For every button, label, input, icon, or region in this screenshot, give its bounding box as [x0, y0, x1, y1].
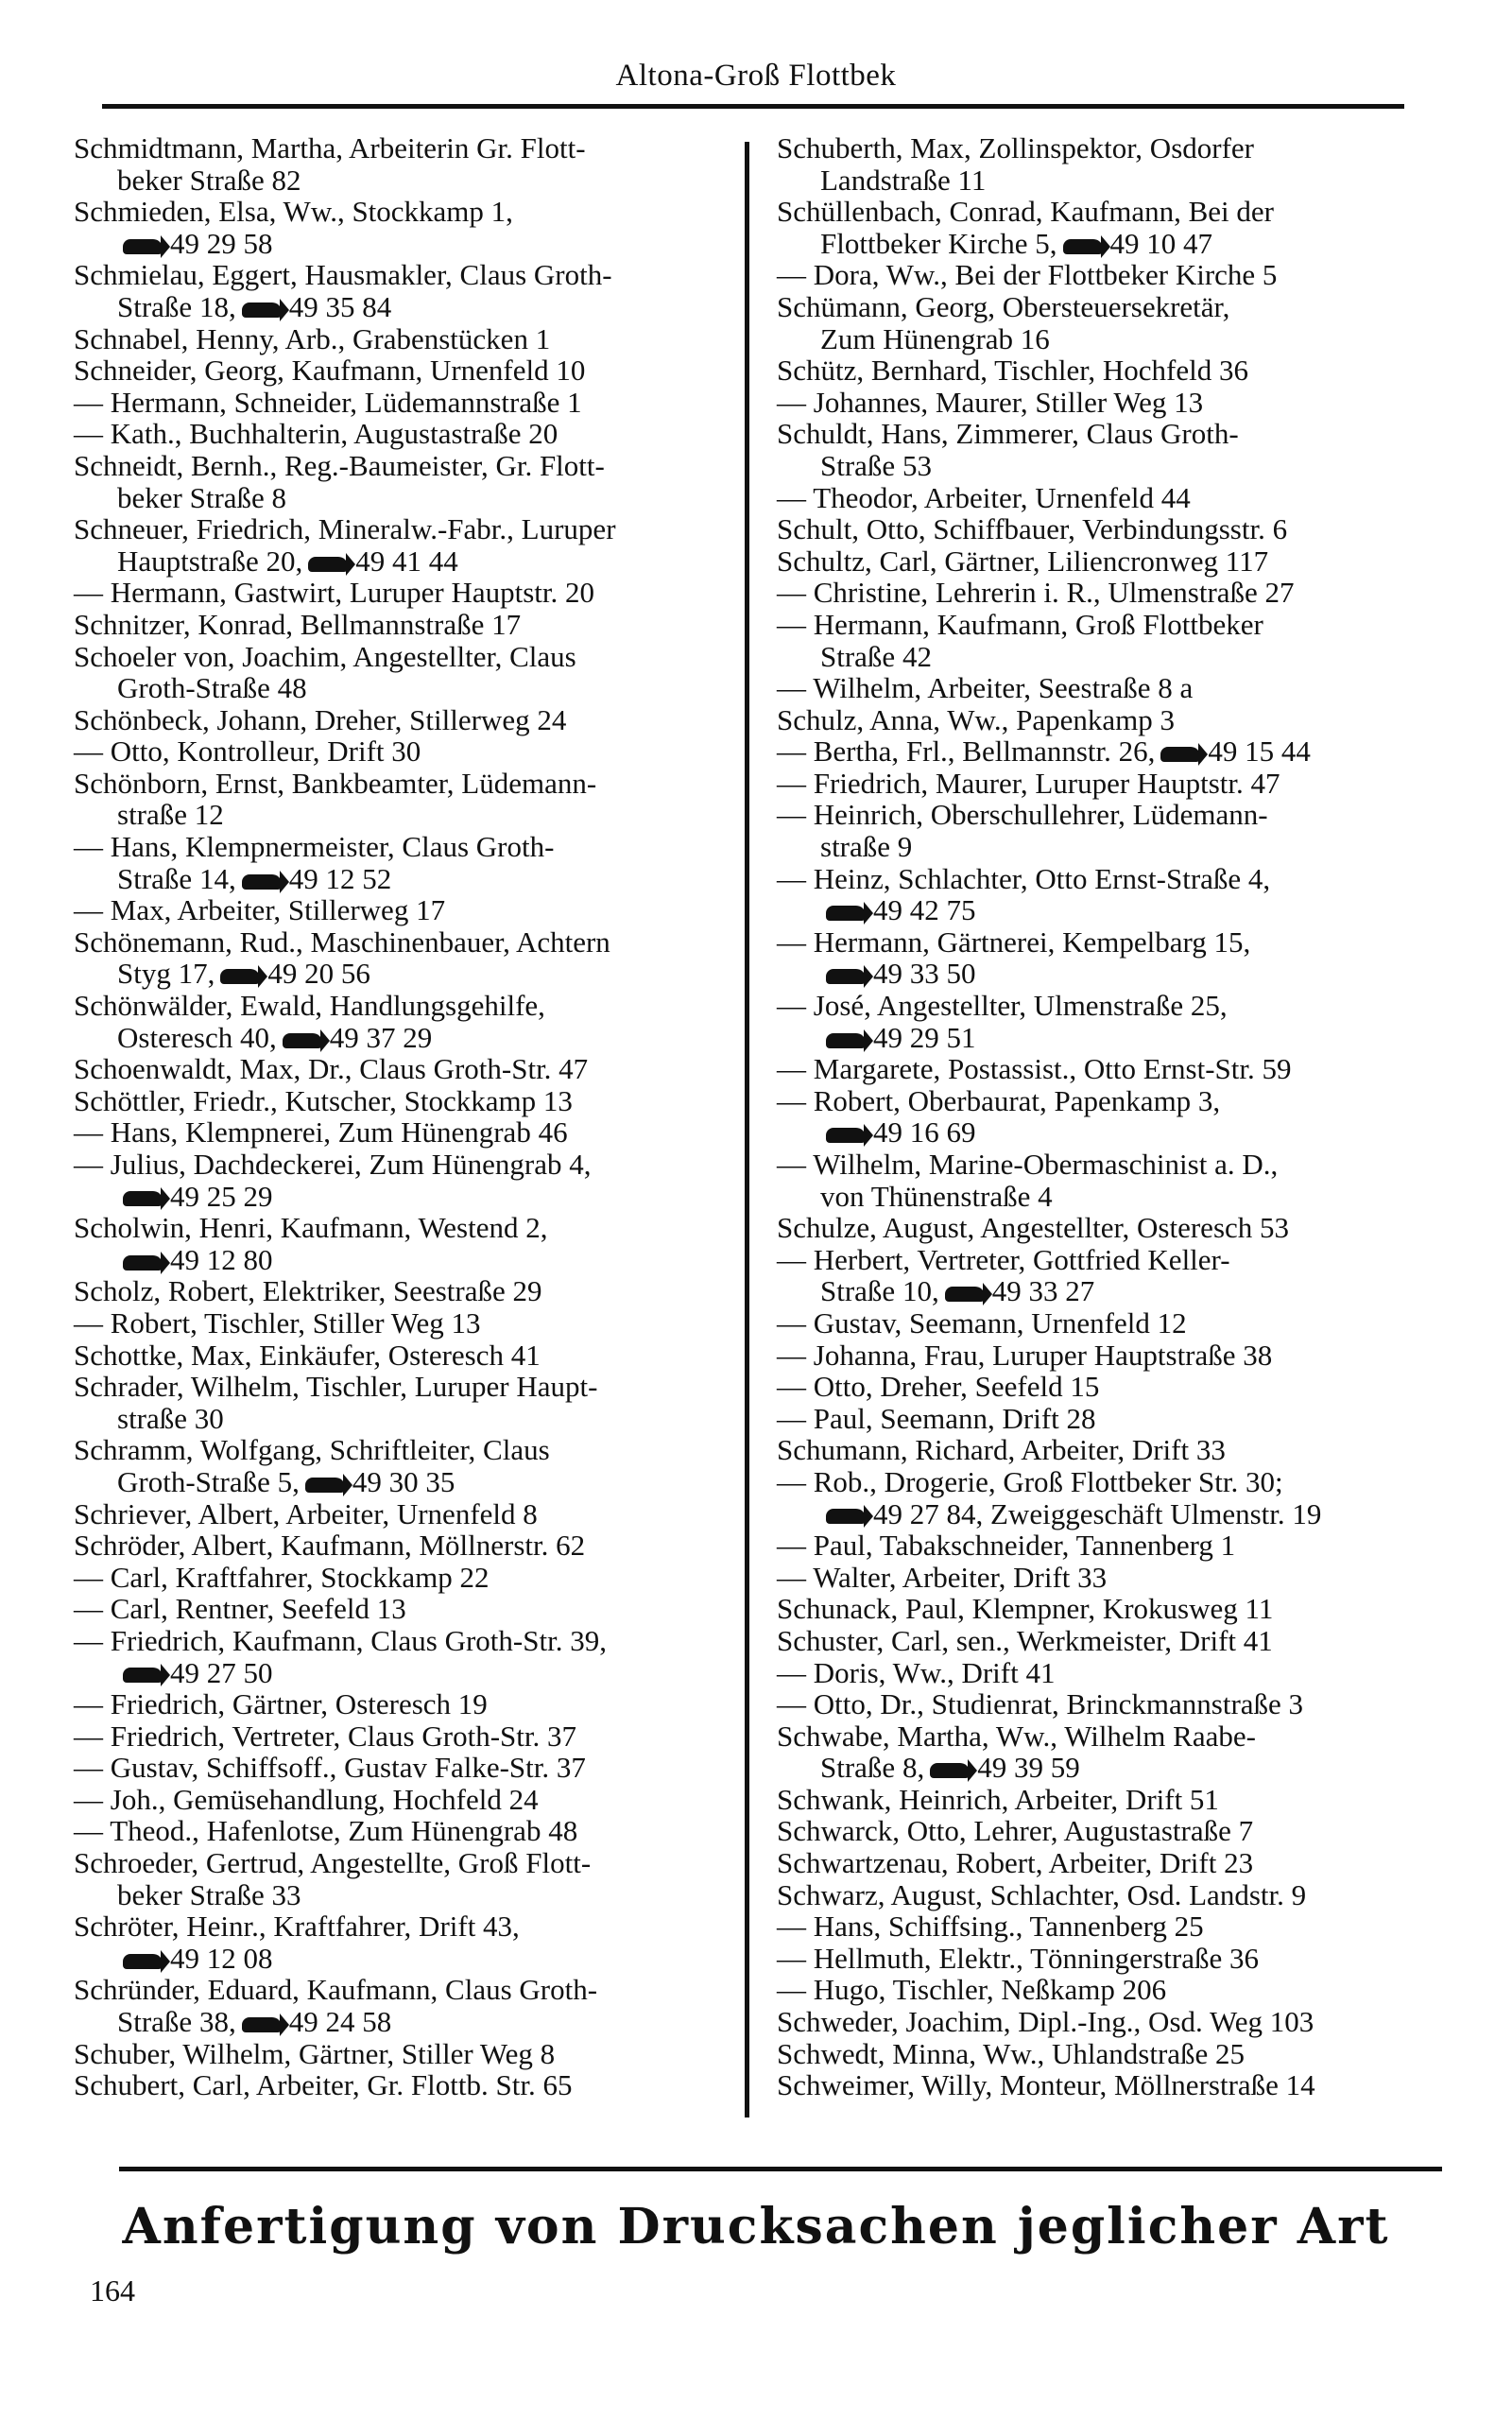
directory-line — [74, 958, 740, 990]
right-directory-column — [777, 132, 1457, 2101]
directory-line — [777, 2006, 1457, 2038]
entry-text: — Hans, Schiffsing., Tannenberg 25 — [777, 1910, 1204, 1944]
directory-line — [777, 1466, 1457, 1498]
directory-line — [777, 1275, 1457, 1307]
directory-line — [777, 1974, 1457, 2006]
directory-line — [777, 387, 1457, 419]
entry-text: Schuldt, Hans, Zimmerer, Claus Groth- — [777, 417, 1239, 451]
telephone-icon — [123, 1668, 163, 1683]
entry-text: — Hellmuth, Elektr., Tönningerstraße 36 — [777, 1941, 1259, 1975]
telephone-icon — [305, 1478, 345, 1493]
entry-text: — Paul, Tabakschneider, Tannenberg 1 — [777, 1529, 1236, 1563]
directory-line — [74, 1434, 740, 1466]
directory-line — [777, 863, 1457, 895]
entry-text: — Hermann, Gärtnerei, Kempelbarg 15, — [777, 925, 1251, 959]
entry-text: Schöttler, Friedr., Kutscher, Stockkamp 13 — [74, 1083, 573, 1117]
directory-line — [74, 323, 740, 355]
directory-line — [74, 1879, 740, 1911]
entry-text: — Wilhelm, Marine-Obermaschinist a. D., — [777, 1148, 1279, 1181]
directory-line — [777, 1022, 1457, 1054]
telephone-icon — [283, 1033, 322, 1048]
directory-line — [777, 609, 1457, 641]
entry-text: Schüllenbach, Conrad, Kaufmann, Bei der — [777, 195, 1274, 229]
entry-text: Schwabe, Martha, Ww., Wilhelm Raabe- — [777, 1719, 1256, 1753]
directory-line — [74, 1910, 740, 1943]
telephone-icon — [1160, 747, 1200, 762]
entry-text: — Friedrich, Maurer, Luruper Hauptstr. 47 — [777, 766, 1280, 800]
page-number: 164 — [90, 2273, 135, 2308]
directory-line — [74, 1530, 740, 1562]
entry-text: Schulze, August, Angestellter, Osteresch 53 — [777, 1211, 1290, 1245]
directory-line — [74, 1244, 740, 1276]
directory-line — [777, 1498, 1457, 1530]
directory-line — [74, 1340, 740, 1372]
directory-line — [74, 863, 740, 895]
telephone-icon — [1063, 239, 1103, 254]
entry-text: Straße 8, — [820, 1751, 925, 1785]
entry-text: Landstraße 11 — [820, 163, 987, 197]
directory-line — [777, 354, 1457, 387]
directory-line — [777, 1403, 1457, 1435]
entry-text: — Johannes, Maurer, Stiller Weg 13 — [777, 385, 1204, 419]
entry-text: — Kath., Buchhalterin, Augustastraße 20 — [74, 417, 558, 451]
telephone-icon — [242, 2017, 282, 2032]
directory-line — [777, 291, 1457, 323]
directory-line — [777, 1562, 1457, 1594]
directory-line — [777, 704, 1457, 736]
phone-number: 49 16 69 — [873, 1115, 976, 1150]
entry-text: von Thünenstraße 4 — [820, 1179, 1053, 1213]
entry-text: Schoenwaldt, Max, Dr., Claus Groth-Str. 47 — [74, 1052, 589, 1086]
entry-text: — Hermann, Schneider, Lüdemannstraße 1 — [74, 385, 582, 419]
left-directory-column — [74, 132, 740, 2101]
directory-line — [74, 1498, 740, 1530]
phone-number: 49 27 50 — [170, 1655, 273, 1689]
entry-text: — Dora, Ww., Bei der Flottbeker Kirche 5 — [777, 258, 1278, 292]
directory-line — [74, 418, 740, 450]
entry-text: — Gustav, Schiffsoff., Gustav Falke-Str. 37 — [74, 1751, 586, 1785]
entry-text: Schwarz, August, Schlachter, Osd. Landstr. 9 — [777, 1877, 1307, 1911]
directory-line — [777, 1371, 1457, 1403]
directory-line — [777, 1752, 1457, 1784]
directory-line — [74, 132, 740, 164]
entry-text: — Carl, Rentner, Seefeld 13 — [74, 1592, 406, 1626]
footer-rule — [119, 2167, 1442, 2171]
directory-line — [777, 577, 1457, 609]
entry-text: Straße 53 — [820, 448, 932, 482]
directory-line — [74, 577, 740, 609]
phone-number: 49 42 75 — [873, 893, 976, 927]
entry-text: Zum Hünengrab 16 — [820, 321, 1050, 355]
entry-text: Schmidtmann, Martha, Arbeiterin Gr. Flott- — [74, 131, 586, 164]
entry-text: — Otto, Kontrolleur, Drift 30 — [74, 735, 421, 769]
telephone-icon — [242, 874, 282, 890]
phone-number: 49 29 58 — [170, 226, 273, 260]
directory-line — [777, 1625, 1457, 1657]
directory-line — [777, 513, 1457, 545]
directory-line — [74, 1752, 740, 1784]
directory-line — [74, 1593, 740, 1625]
entry-text: — Rob., Drogerie, Groß Flottbeker Str. 30; — [777, 1464, 1283, 1498]
directory-line — [74, 1657, 740, 1689]
entry-text: — Theodor, Arbeiter, Urnenfeld 44 — [777, 480, 1191, 514]
entry-text: Scholz, Robert, Elektriker, Seestraße 29 — [74, 1274, 542, 1308]
directory-line — [74, 354, 740, 387]
entry-text: — Otto, Dr., Studienrat, Brinckmannstraße 3 — [777, 1687, 1304, 1721]
directory-line — [74, 2069, 740, 2101]
entry-text: Groth-Straße 5, — [117, 1464, 300, 1498]
telephone-icon — [123, 1954, 163, 1969]
directory-line — [74, 1688, 740, 1720]
entry-text: Straße 38, — [117, 2005, 236, 2039]
telephone-icon — [826, 1033, 866, 1048]
entry-text: — Max, Arbeiter, Stillerweg 17 — [74, 893, 446, 927]
entry-text: Schneuer, Friedrich, Mineralw.-Fabr., Luruper — [74, 512, 616, 546]
directory-line — [74, 799, 740, 831]
entry-text: beker Straße 8 — [117, 480, 287, 514]
directory-line — [777, 450, 1457, 482]
entry-text: Schweder, Joachim, Dipl.-Ing., Osd. Weg 103 — [777, 2005, 1314, 2039]
entry-text: — Paul, Seemann, Drift 28 — [777, 1401, 1096, 1435]
phone-number: 49 33 50 — [873, 957, 976, 991]
directory-line — [777, 1910, 1457, 1943]
entry-text: — Hugo, Tischler, Neßkamp 206 — [777, 1973, 1167, 2007]
directory-line — [777, 958, 1457, 990]
directory-line — [777, 132, 1457, 164]
phone-number: 49 10 47 — [1109, 226, 1213, 260]
telephone-icon — [826, 1128, 866, 1143]
phone-number: 49 30 35 — [352, 1464, 455, 1498]
entry-text: — Christine, Lehrerin i. R., Ulmenstraße 27 — [777, 576, 1295, 610]
directory-line — [74, 1149, 740, 1181]
directory-line — [74, 1466, 740, 1498]
directory-line — [777, 672, 1457, 704]
directory-line — [777, 1784, 1457, 1816]
entry-text: — Hans, Klempnerei, Zum Hünengrab 46 — [74, 1115, 568, 1150]
entry-text: — Walter, Arbeiter, Drift 33 — [777, 1560, 1108, 1594]
header-rule — [102, 104, 1404, 109]
directory-line — [74, 1720, 740, 1753]
telephone-icon — [123, 1255, 163, 1270]
directory-line — [777, 831, 1457, 863]
directory-line — [777, 1720, 1457, 1753]
entry-text: Schnitzer, Konrad, Bellmannstraße 17 — [74, 607, 522, 641]
entry-text: Schumann, Richard, Arbeiter, Drift 33 — [777, 1433, 1226, 1467]
entry-text: straße 9 — [820, 830, 913, 864]
telephone-icon — [826, 1509, 866, 1524]
directory-line — [777, 1847, 1457, 1879]
entry-text: — Julius, Dachdeckerei, Zum Hünengrab 4, — [74, 1148, 592, 1181]
directory-line — [777, 1053, 1457, 1085]
entry-text: — Johanna, Frau, Luruper Hauptstraße 38 — [777, 1338, 1273, 1372]
directory-line — [74, 513, 740, 545]
directory-line — [777, 1593, 1457, 1625]
column-divider — [745, 142, 749, 2118]
entry-text: — Heinz, Schlachter, Otto Ernst-Straße 4, — [777, 861, 1271, 895]
directory-line — [777, 1340, 1457, 1372]
entry-text: — Hans, Klempnermeister, Claus Groth- — [74, 830, 555, 864]
entry-text: Straße 14, — [117, 861, 236, 895]
telephone-icon — [308, 557, 348, 572]
entry-text: Schümann, Georg, Obersteuersekretär, — [777, 289, 1230, 323]
directory-line — [777, 2069, 1457, 2101]
telephone-icon — [220, 969, 260, 984]
entry-text: Schulz, Anna, Ww., Papenkamp 3 — [777, 702, 1176, 736]
entry-text: — Heinrich, Oberschullehrer, Lüdemann- — [777, 798, 1268, 832]
directory-line — [74, 1085, 740, 1117]
directory-line — [777, 2038, 1457, 2070]
directory-line — [777, 894, 1457, 926]
entry-text: Schmielau, Eggert, Hausmakler, Claus Groth- — [74, 258, 612, 292]
entry-text: — Hermann, Kaufmann, Groß Flottbeker — [777, 607, 1263, 641]
directory-line — [74, 1625, 740, 1657]
entry-text: Hauptstraße 20, — [117, 544, 303, 578]
directory-line — [74, 196, 740, 228]
directory-line — [74, 894, 740, 926]
entry-text: straße 30 — [117, 1401, 224, 1435]
entry-text: Schuber, Wilhelm, Gärtner, Stiller Weg 8 — [74, 2036, 556, 2070]
directory-line — [74, 990, 740, 1022]
directory-line — [74, 387, 740, 419]
phone-number: 49 39 59 — [977, 1751, 1080, 1785]
entry-text: Straße 42 — [820, 639, 932, 673]
telephone-icon — [826, 969, 866, 984]
phone-number: 49 27 84, Zweiggeschäft Ulmenstr. 19 — [873, 1496, 1322, 1530]
entry-text: Schwartzenau, Robert, Arbeiter, Drift 23 — [777, 1846, 1254, 1880]
directory-line — [74, 735, 740, 768]
entry-text: — Robert, Oberbaurat, Papenkamp 3, — [777, 1083, 1221, 1117]
directory-line — [74, 291, 740, 323]
entry-text: Schunack, Paul, Klempner, Krokusweg 11 — [777, 1592, 1274, 1626]
telephone-icon — [945, 1287, 985, 1302]
phone-number: 49 35 84 — [288, 289, 392, 323]
telephone-icon — [242, 302, 282, 318]
directory-line — [74, 164, 740, 197]
entry-text: Schuster, Carl, sen., Werkmeister, Drift 41 — [777, 1623, 1273, 1657]
telephone-icon — [826, 906, 866, 921]
phone-number: 49 15 44 — [1208, 735, 1311, 769]
directory-line — [74, 1974, 740, 2006]
entry-text: beker Straße 82 — [117, 163, 301, 197]
directory-line — [74, 1847, 740, 1879]
phone-number: 49 33 27 — [991, 1274, 1095, 1308]
directory-line — [74, 1815, 740, 1847]
entry-text: Schweimer, Willy, Monteur, Möllnerstraße 14 — [777, 2068, 1315, 2102]
directory-line — [74, 1562, 740, 1594]
entry-text: Schrader, Wilhelm, Tischler, Luruper Haupt- — [74, 1370, 598, 1404]
entry-text: Schwarck, Otto, Lehrer, Augustastraße 7 — [777, 1814, 1254, 1848]
phone-number: 49 12 80 — [170, 1242, 273, 1276]
page-title: Altona-Groß Flottbek — [615, 59, 897, 93]
directory-line — [74, 259, 740, 291]
entry-text: Scholwin, Henri, Kaufmann, Westend 2, — [74, 1211, 548, 1245]
entry-text: Schriever, Albert, Arbeiter, Urnenfeld 8 — [74, 1496, 538, 1530]
entry-text: — Hermann, Gastwirt, Luruper Hauptstr. 20 — [74, 576, 594, 610]
directory-line — [74, 926, 740, 959]
entry-text: beker Straße 33 — [117, 1877, 301, 1911]
directory-line — [74, 1784, 740, 1816]
entry-text: straße 12 — [117, 798, 224, 832]
entry-text: Schuberth, Max, Zollinspektor, Osdorfer — [777, 131, 1254, 164]
entry-text: Flottbeker Kirche 5, — [820, 226, 1057, 260]
entry-text: Schründer, Eduard, Kaufmann, Claus Groth- — [74, 1973, 598, 2007]
directory-line — [777, 1307, 1457, 1340]
telephone-icon — [123, 239, 163, 254]
entry-text: Schnabel, Henny, Arb., Grabenstücken 1 — [74, 321, 551, 355]
entry-text: — Theod., Hafenlotse, Zum Hünengrab 48 — [74, 1814, 578, 1848]
telephone-icon — [930, 1763, 970, 1778]
phone-number: 49 25 29 — [170, 1179, 273, 1213]
entry-text: Osteresch 40, — [117, 1020, 277, 1054]
directory-line — [74, 768, 740, 800]
entry-text: — Joh., Gemüsehandlung, Hochfeld 24 — [74, 1782, 539, 1816]
entry-text: — Herbert, Vertreter, Gottfried Keller- — [777, 1242, 1230, 1276]
entry-text: — Friedrich, Kaufmann, Claus Groth-Str. 39, — [74, 1623, 607, 1657]
entry-text: Straße 10, — [820, 1274, 939, 1308]
directory-line — [777, 1085, 1457, 1117]
entry-text: Schwedt, Minna, Ww., Uhlandstraße 25 — [777, 2036, 1246, 2070]
directory-line — [777, 1657, 1457, 1689]
directory-line — [777, 1212, 1457, 1244]
directory-line — [777, 259, 1457, 291]
directory-line — [777, 1149, 1457, 1181]
entry-text: Groth-Straße 48 — [117, 671, 307, 705]
advertisement-text: Anfertigung von Drucksachen jeglicher Art — [122, 2198, 1390, 2256]
directory-line — [74, 228, 740, 260]
directory-line — [74, 482, 740, 514]
directory-line — [74, 2006, 740, 2038]
directory-line — [777, 1116, 1457, 1149]
phone-number: 49 29 51 — [873, 1020, 976, 1054]
directory-line — [74, 1275, 740, 1307]
directory-line — [74, 1307, 740, 1340]
directory-line — [777, 164, 1457, 197]
entry-text: Schultz, Carl, Gärtner, Liliencronweg 117 — [777, 544, 1269, 578]
entry-text: Schroeder, Gertrud, Angestellte, Groß Flott- — [74, 1846, 592, 1880]
directory-line — [777, 1688, 1457, 1720]
entry-text: Straße 18, — [117, 289, 236, 323]
entry-text: Schönbeck, Johann, Dreher, Stillerweg 24 — [74, 702, 567, 736]
directory-line — [777, 482, 1457, 514]
directory-line — [74, 1181, 740, 1213]
entry-text: — Bertha, Frl., Bellmannstr. 26, — [777, 735, 1156, 769]
directory-line — [74, 450, 740, 482]
entry-text: — Friedrich, Gärtner, Osteresch 19 — [74, 1687, 488, 1721]
entry-text: Schoeler von, Joachim, Angestellter, Claus — [74, 639, 576, 673]
directory-line — [74, 1053, 740, 1085]
directory-line — [777, 1879, 1457, 1911]
directory-line — [74, 1022, 740, 1054]
entry-text: Schwank, Heinrich, Arbeiter, Drift 51 — [777, 1782, 1219, 1816]
directory-line — [777, 1434, 1457, 1466]
directory-line — [777, 1815, 1457, 1847]
entry-text: — Carl, Kraftfahrer, Stockkamp 22 — [74, 1560, 490, 1594]
directory-line — [777, 799, 1457, 831]
directory-line — [777, 641, 1457, 673]
entry-text: — Gustav, Seemann, Urnenfeld 12 — [777, 1305, 1187, 1340]
phone-number: 49 37 29 — [329, 1020, 433, 1054]
directory-line — [74, 1403, 740, 1435]
entry-text: Schönwälder, Ewald, Handlungsgehilfe, — [74, 989, 545, 1023]
entry-text: Schult, Otto, Schiffbauer, Verbindungsstr. 6 — [777, 512, 1288, 546]
directory-line — [777, 418, 1457, 450]
phone-number: 49 41 44 — [355, 544, 458, 578]
directory-line — [74, 1212, 740, 1244]
directory-line — [777, 768, 1457, 800]
directory-line — [74, 1943, 740, 1975]
directory-line — [74, 609, 740, 641]
telephone-icon — [123, 1191, 163, 1206]
entry-text: Schramm, Wolfgang, Schriftleiter, Claus — [74, 1433, 550, 1467]
directory-line — [777, 1244, 1457, 1276]
directory-line — [777, 1530, 1457, 1562]
entry-text: Schröder, Albert, Kaufmann, Möllnerstr. 62 — [74, 1529, 586, 1563]
directory-line — [777, 990, 1457, 1022]
entry-text: — José, Angestellter, Ulmenstraße 25, — [777, 989, 1228, 1023]
directory-line — [74, 545, 740, 578]
phone-number: 49 12 08 — [170, 1941, 273, 1975]
entry-text: — Friedrich, Vertreter, Claus Groth-Str. 37 — [74, 1719, 576, 1753]
directory-line — [74, 2038, 740, 2070]
directory-line — [777, 1943, 1457, 1975]
directory-line — [74, 1371, 740, 1403]
phone-number: 49 24 58 — [288, 2005, 392, 2039]
phone-number: 49 12 52 — [288, 861, 392, 895]
entry-text: — Otto, Dreher, Seefeld 15 — [777, 1370, 1100, 1404]
entry-text: — Margarete, Postassist., Otto Ernst-Str. 59 — [777, 1052, 1292, 1086]
entry-text: Schönemann, Rud., Maschinenbauer, Achtern — [74, 925, 610, 959]
phone-number: 49 20 56 — [267, 957, 370, 991]
directory-line — [74, 1116, 740, 1149]
directory-line — [74, 672, 740, 704]
entry-text: Styg 17, — [117, 957, 215, 991]
entry-text: Schubert, Carl, Arbeiter, Gr. Flottb. Str. 65 — [74, 2068, 573, 2102]
directory-line — [74, 704, 740, 736]
directory-line — [777, 323, 1457, 355]
entry-text: — Robert, Tischler, Stiller Weg 13 — [74, 1305, 481, 1340]
directory-line — [74, 831, 740, 863]
directory-line — [777, 1181, 1457, 1213]
entry-text: Schönborn, Ernst, Bankbeamter, Lüdemann- — [74, 766, 597, 800]
entry-text: Schröter, Heinr., Kraftfahrer, Drift 43, — [74, 1910, 520, 1944]
entry-text: Schütz, Bernhard, Tischler, Hochfeld 36 — [777, 354, 1248, 388]
entry-text: Schottke, Max, Einkäufer, Osteresch 41 — [74, 1338, 541, 1372]
entry-text: Schmieden, Elsa, Ww., Stockkamp 1, — [74, 195, 513, 229]
directory-line — [777, 228, 1457, 260]
entry-text: Schneider, Georg, Kaufmann, Urnenfeld 10 — [74, 354, 586, 388]
entry-text: — Doris, Ww., Drift 41 — [777, 1655, 1056, 1689]
entry-text: Schneidt, Bernh., Reg.-Baumeister, Gr. Flott- — [74, 448, 605, 482]
directory-line — [777, 545, 1457, 578]
directory-line — [777, 196, 1457, 228]
entry-text: — Wilhelm, Arbeiter, Seestraße 8 a — [777, 671, 1194, 705]
directory-line — [777, 926, 1457, 959]
directory-line — [777, 735, 1457, 768]
directory-line — [74, 641, 740, 673]
